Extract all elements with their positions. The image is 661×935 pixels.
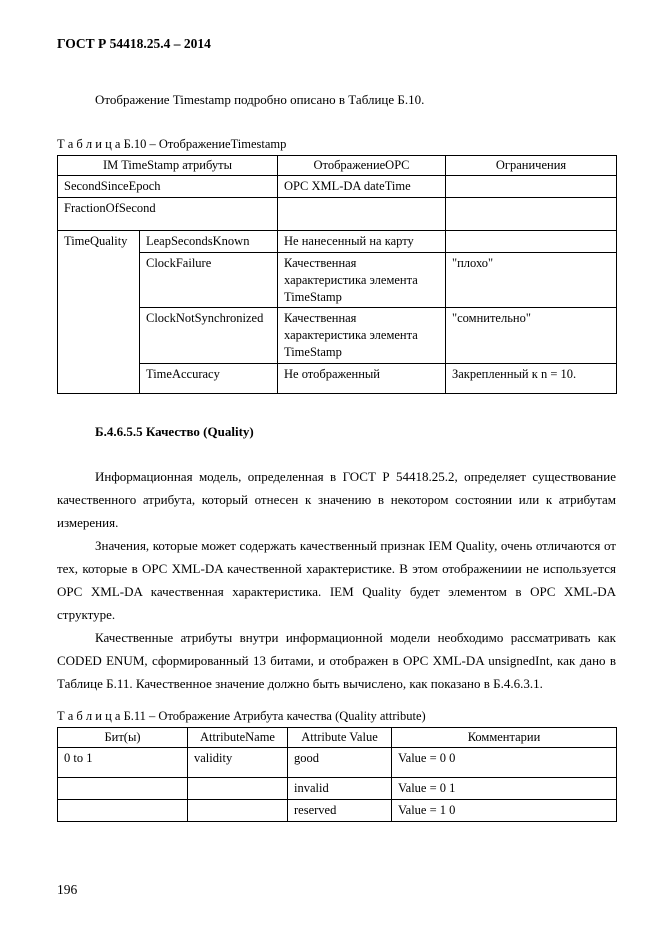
table-b10: [57, 155, 617, 394]
cell-clock-failure-constraint: "плохо": [446, 252, 617, 308]
cell-second-since-epoch: SecondSinceEpoch: [58, 175, 278, 197]
cell-value-reserved: reserved: [288, 799, 392, 821]
table-row: [58, 230, 617, 252]
cell-comment-reserved: Value = 1 0: [392, 799, 617, 821]
table-row: [58, 364, 617, 394]
cell-clock-not-synchronized-opc: Качественная характеристика элемента TimeStamp: [278, 308, 446, 364]
table-b10-header-row: [58, 156, 617, 176]
section-body: [57, 465, 616, 695]
table-row: [58, 799, 617, 821]
cell-value-invalid: invalid: [288, 778, 392, 800]
b11-header-bits: Бит(ы): [58, 728, 188, 748]
document-header: ГОСТ Р 54418.25.4 – 2014: [57, 36, 211, 51]
body-paragraph: Значения, которые может содержать качественный признак IEM Quality, очень отличаются от тех, которые в OPC XML-DA качественной характеристике. В этом отображениии не используется OPC XML-DA качественная характеристика. IEM Quality будет элементом в OPC XML-DA структуре.: [57, 538, 616, 622]
cell-time-quality: TimeQuality: [58, 230, 140, 393]
cell-value-good: good: [288, 748, 392, 778]
b10-header-im-attrs: IM TimeStamp атрибуты: [58, 156, 278, 176]
body-paragraph: Качественные атрибуты внутри информационной модели необходимо рассматривать как CODED ENUM, сформированный 13 битами, и отображен в OPC XML-DA unsignedInt, как дано в Таблице Б.11. Качественное значение должно быть вычислено, как показано в Б.4.6.3.1.: [57, 630, 616, 691]
cell-comment-invalid: Value = 0 1: [392, 778, 617, 800]
cell-fraction-of-second-constraint: [446, 197, 617, 230]
table-b11: [57, 727, 617, 822]
b10-header-opc: ОтображениеOPC: [278, 156, 446, 176]
b11-header-attribute-name: AttributeName: [188, 728, 288, 748]
cell-clock-not-synchronized: ClockNotSynchronized: [140, 308, 278, 364]
cell-leap-seconds-known: LeapSecondsKnown: [140, 230, 278, 252]
cell-leap-seconds-known-constraint: [446, 230, 617, 252]
cell-time-accuracy-opc: Не отображенный: [278, 364, 446, 394]
cell-clock-failure: ClockFailure: [140, 252, 278, 308]
cell-clock-not-synchronized-constraint: "сомнительно": [446, 308, 617, 364]
table-b11-header-row: [58, 728, 617, 748]
cell-leap-seconds-known-opc: Не нанесенный на карту: [278, 230, 446, 252]
cell-name-reserved: [188, 799, 288, 821]
cell-clock-failure-opc: Качественная характеристика элемента TimeStamp: [278, 252, 446, 308]
body-paragraph: Информационная модель, определенная в ГОСТ Р 54418.25.2, определяет существование качественного атрибута, который отнесен к значению в некотором состоянии или к атрибутам измерения.: [57, 469, 616, 530]
cell-bits-reserved: [58, 799, 188, 821]
cell-name-invalid: [188, 778, 288, 800]
table-row: [58, 748, 617, 778]
section-heading: Б.4.6.5.5 Качество (Quality): [95, 424, 254, 439]
cell-time-accuracy: TimeAccuracy: [140, 364, 278, 394]
table-b11-caption: Т а б л и ц а Б.11 – Отображение Атрибута качества (Quality attribute): [57, 709, 426, 723]
cell-comment-good: Value = 0 0: [392, 748, 617, 778]
cell-bits-invalid: [58, 778, 188, 800]
cell-bits-good: 0 to 1: [58, 748, 188, 778]
b11-header-comments: Комментарии: [392, 728, 617, 748]
table-row: [58, 197, 617, 230]
cell-fraction-of-second-opc: [278, 197, 446, 230]
b10-header-constraints: Ограничения: [446, 156, 617, 176]
table-row: [58, 252, 617, 308]
cell-second-since-epoch-constraint: [446, 175, 617, 197]
page-number: 196: [57, 881, 78, 897]
intro-paragraph: Отображение Timestamp подробно описано в Таблице Б.10.: [95, 92, 425, 107]
table-b10-caption: Т а б л и ц а Б.10 – ОтображениеTimestamp: [57, 137, 287, 151]
cell-second-since-epoch-opc: OPC XML-DA dateTime: [278, 175, 446, 197]
table-row: [58, 308, 617, 364]
table-row: [58, 778, 617, 800]
cell-name-good: validity: [188, 748, 288, 778]
cell-time-accuracy-constraint: Закрепленный к n = 10.: [446, 364, 617, 394]
table-row: [58, 175, 617, 197]
cell-fraction-of-second: FractionOfSecond: [58, 197, 278, 230]
b11-header-attribute-value: Attribute Value: [288, 728, 392, 748]
